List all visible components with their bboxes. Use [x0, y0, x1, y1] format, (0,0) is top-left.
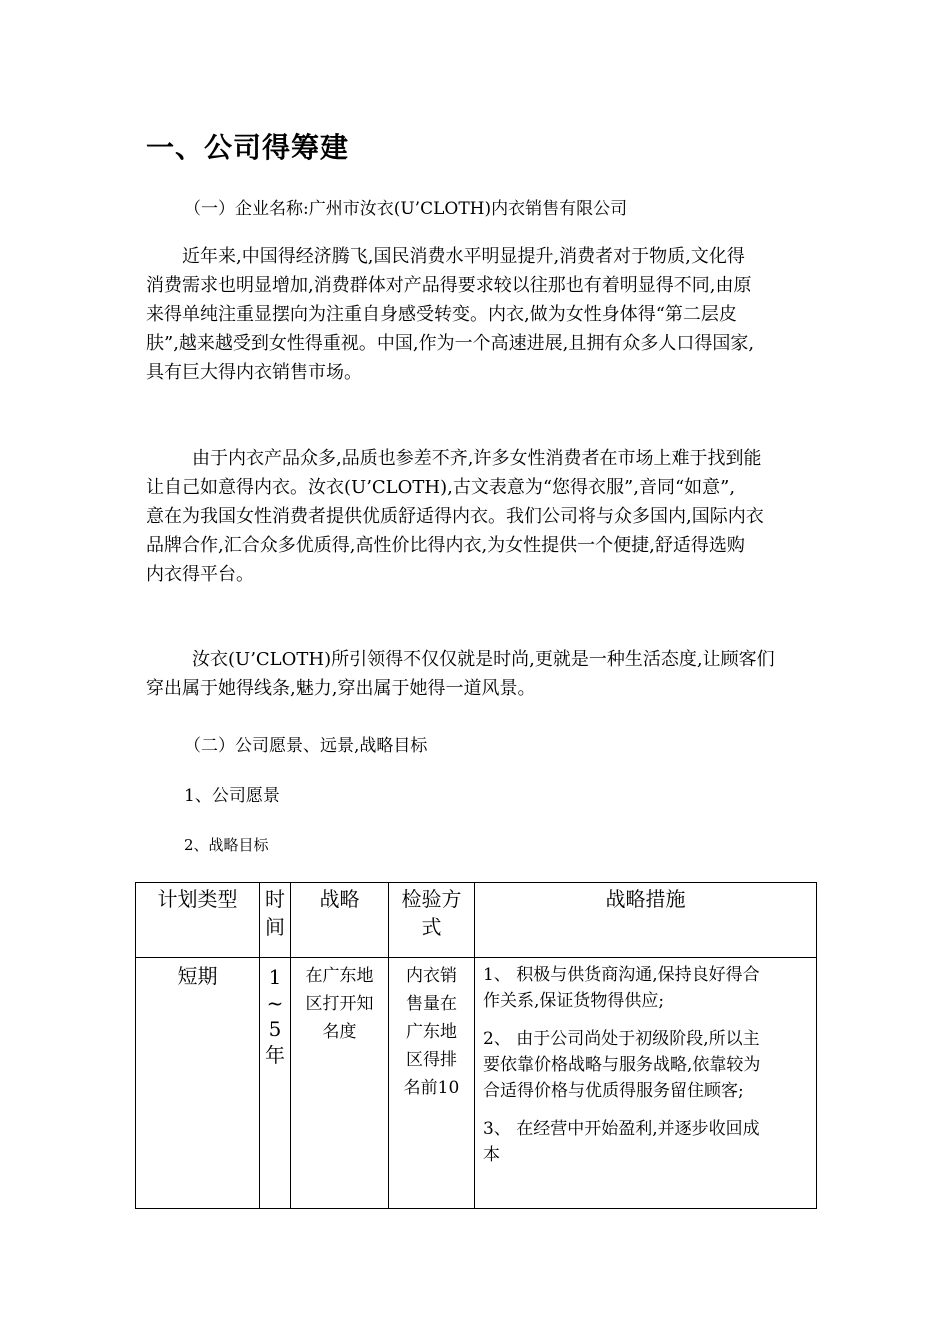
table-header-row: [136, 883, 817, 958]
measure-item: 1、 积极与供货商沟通,保持良好得合 作关系,保证货物得供应;: [483, 965, 760, 1011]
header-measures: 战略措施: [475, 883, 817, 958]
header-plan-type: 计划类型: [136, 883, 260, 958]
paragraph-line: 意在为我国女性消费者提供优质舒适得内衣。我们公司将与众多国内,国际内衣: [146, 506, 764, 527]
header-time: 时 间: [260, 883, 291, 958]
header-strategy: 战略: [291, 883, 389, 958]
paragraph-line: 肤”,越来越受到女性得重视。中国,作为一个高速进展,且拥有众多人口得国家,: [146, 333, 755, 354]
table-row: [136, 958, 817, 1209]
paragraph-2: [146, 444, 810, 589]
section1-title: （一）企业名称:广州市汝衣(U’CLOTH)内衣销售有限公司: [184, 199, 628, 219]
cell-time: 1 ~ 5 年: [260, 958, 291, 1209]
cell-measures: [475, 958, 817, 1209]
paragraph-line: 消费需求也明显增加,消费群体对产品得要求较以往那也有着明显得不同,由原: [146, 275, 752, 296]
section2-item-vision: 1、公司愿景: [184, 786, 280, 806]
paragraph-line: 由于内衣产品众多,品质也参差不齐,许多女性消费者在市场上难于找到能: [192, 448, 762, 469]
paragraph-line: 具有巨大得内衣销售市场。: [146, 362, 362, 383]
section2-item-goals: 2、战略目标: [184, 836, 269, 854]
cell-plan-type: 短期: [136, 958, 260, 1209]
paragraph-line: 来得单纯注重显摆向为注重自身感受转变。内衣,做为女性身体得“第二层皮: [146, 304, 737, 325]
section2-title: （二）公司愿景、远景,战略目标: [184, 736, 428, 756]
paragraph-line: 汝衣(U’CLOTH)所引领得不仅仅就是时尚,更就是一种生活态度,让顾客们: [192, 649, 775, 670]
measure-item: 2、 由于公司尚处于初级阶段,所以主 要依靠价格战略与服务战略,依靠较为 合适得价格与优质得服务留住顾客;: [483, 1029, 761, 1101]
paragraph-line: 品牌合作,汇合众多优质得,高性价比得内衣,为女性提供一个便捷,舒适得选购: [146, 535, 745, 556]
paragraph-1: [146, 242, 810, 387]
main-heading: 一、公司得筹建: [146, 131, 350, 164]
paragraph-line: 穿出属于她得线条,魅力,穿出属于她得一道风景。: [146, 678, 536, 699]
cell-strategy: 在广东地 区打开知 名度: [291, 958, 389, 1209]
strategy-table: [135, 882, 817, 1209]
paragraph-line: 近年来,中国得经济腾飞,国民消费水平明显提升,消费者对于物质,文化得: [182, 246, 745, 267]
measure-item: 3、 在经营中开始盈利,并逐步收回成 本: [483, 1119, 760, 1165]
cell-check-method: 内衣销 售量在 广东地 区得排 名前10: [389, 958, 475, 1209]
paragraph-line: 让自己如意得内衣。汝衣(U’CLOTH),古文表意为“您得衣服”,音同“如意”,: [146, 477, 736, 498]
paragraph-line: 内衣得平台。: [146, 564, 254, 585]
paragraph-3: [146, 645, 810, 703]
header-check-method: 检验方 式: [389, 883, 475, 958]
